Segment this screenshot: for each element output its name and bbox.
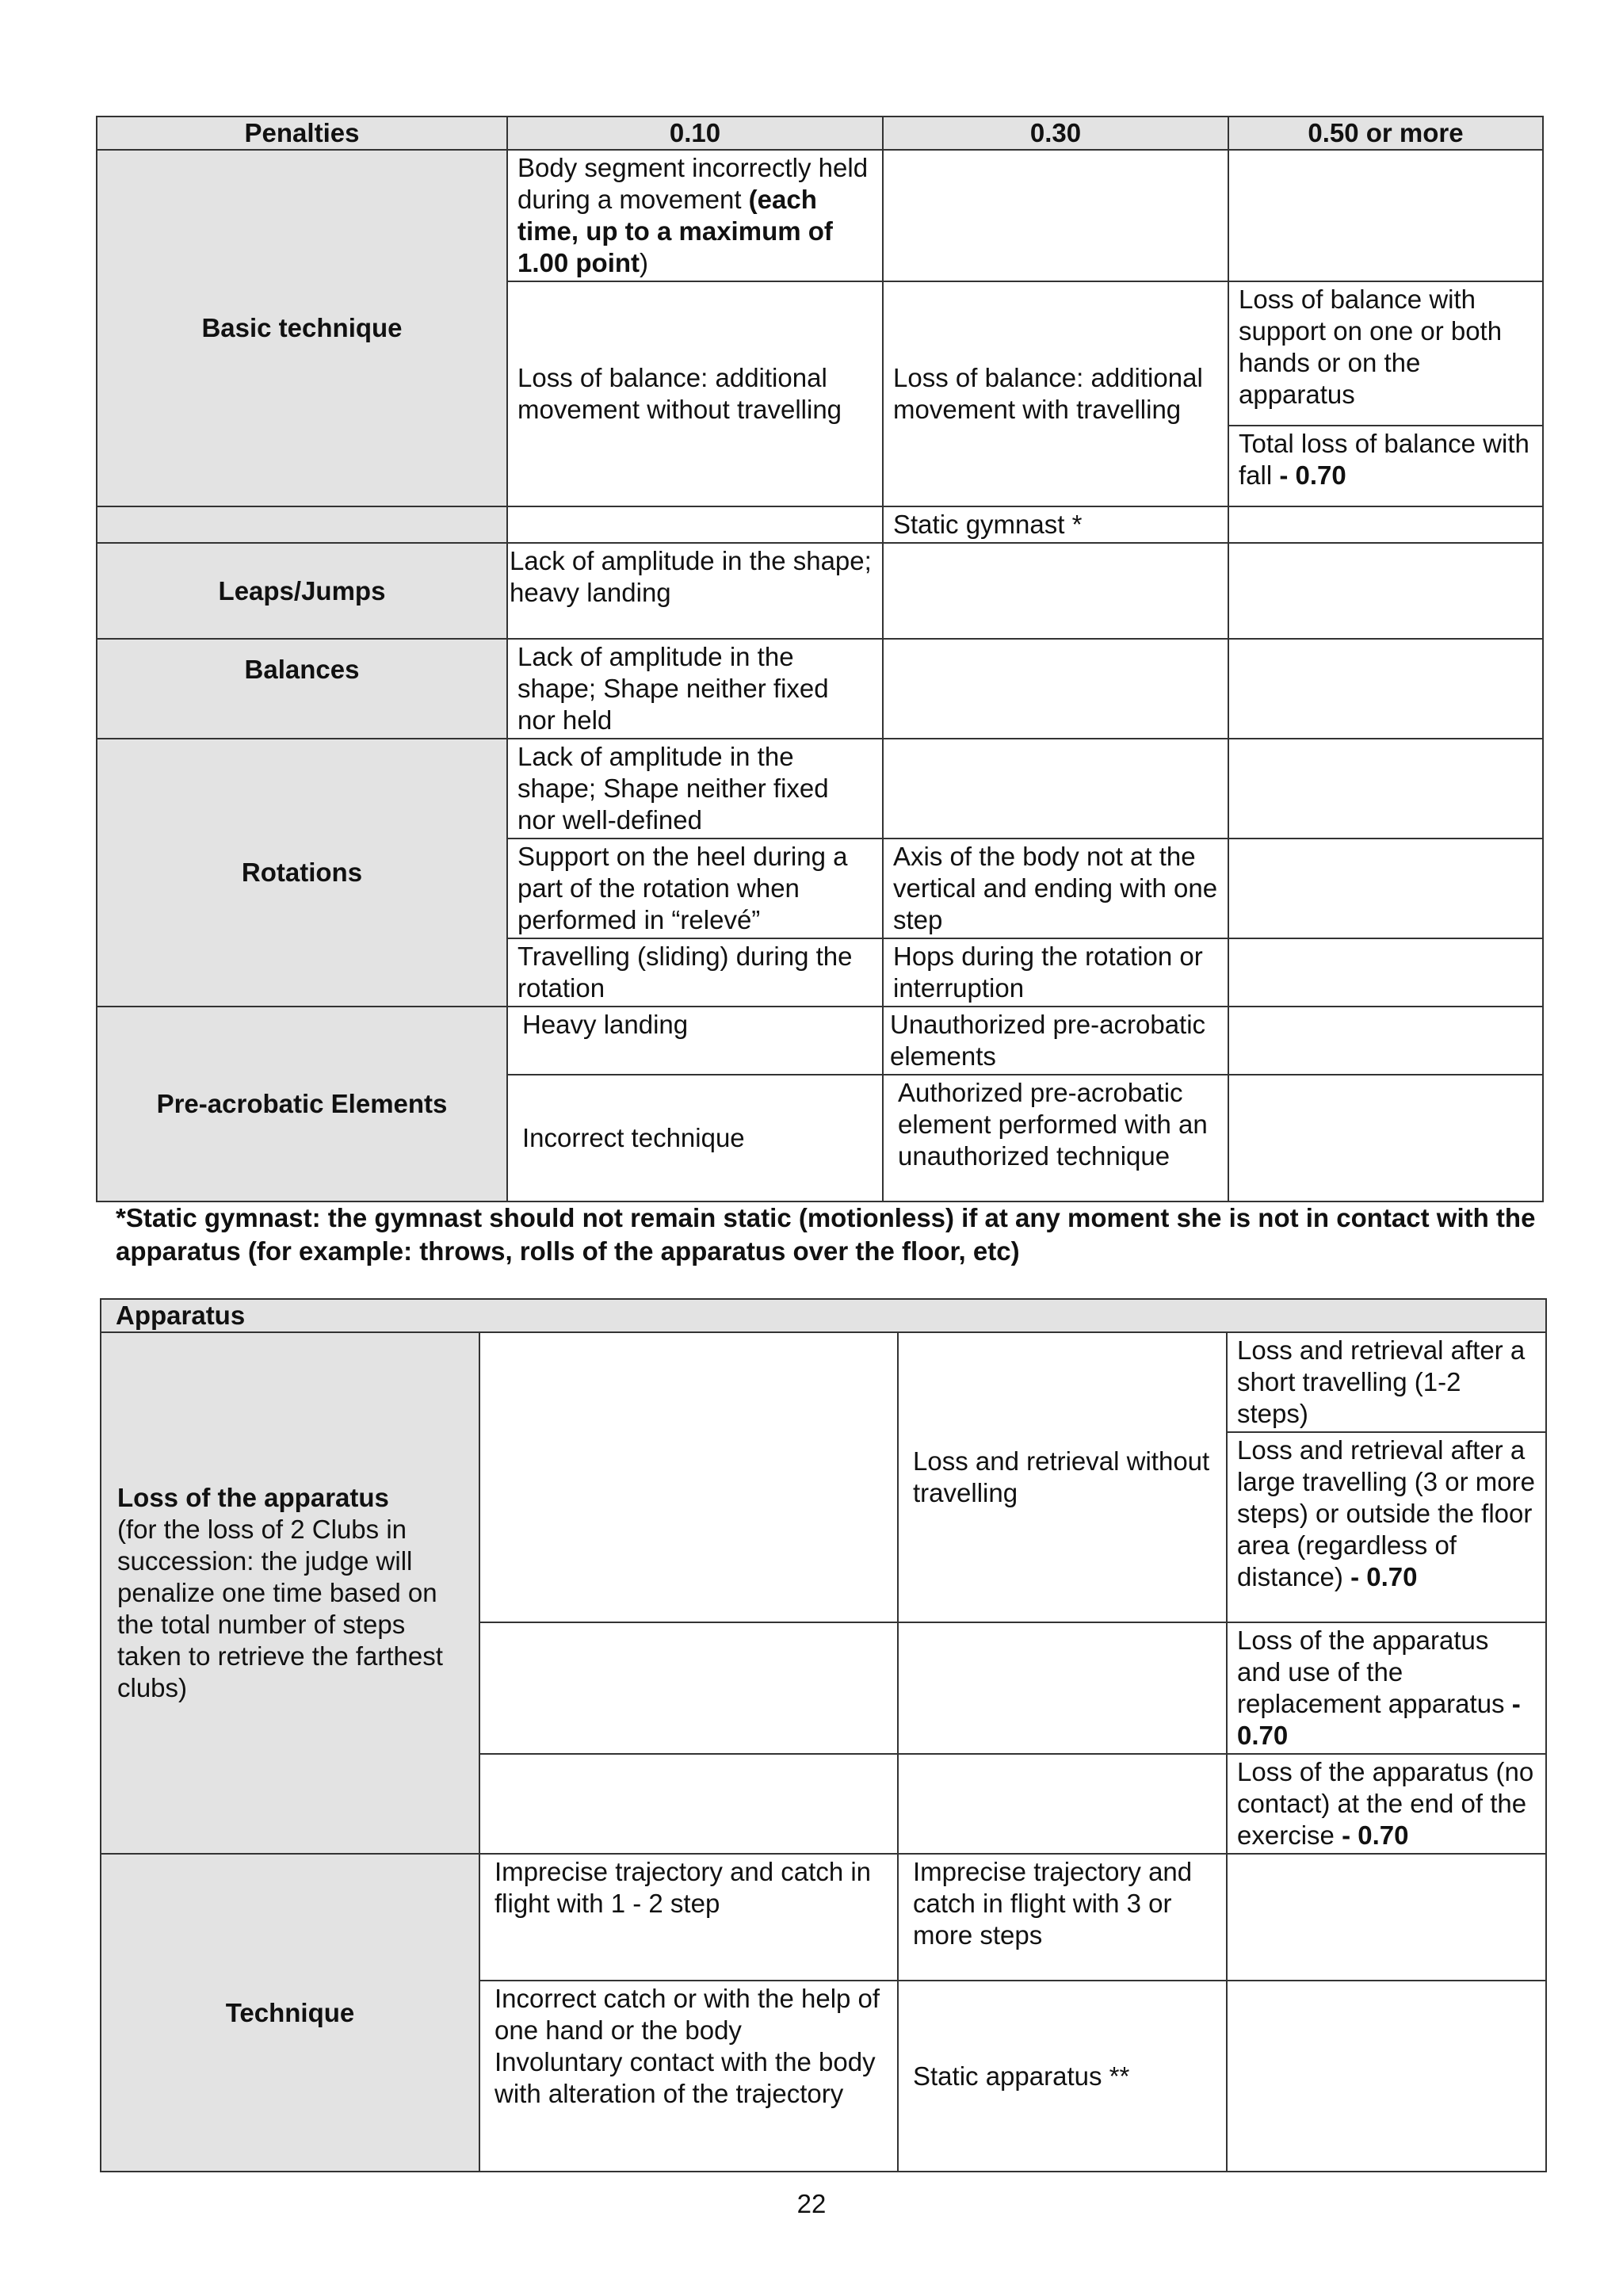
cell-rotations-r1-010: Lack of amplitude in the shape; Shape neither fixed nor well-defined	[507, 739, 883, 839]
table-row	[97, 1007, 1543, 1075]
table-row	[97, 506, 1543, 543]
cell-rotations-r3-030: Hops during the rotation or interruption	[883, 938, 1228, 1007]
cell-loss-replacement: Loss of the apparatus and use of the replacement apparatus - 0.70	[1227, 1622, 1546, 1754]
cell-loss-short-travel: Loss and retrieval after a short travelling (1-2 steps)	[1227, 1332, 1546, 1432]
cell-balances-010: Lack of amplitude in the shape; Shape neither fixed nor held	[507, 639, 883, 739]
cell-empty	[883, 739, 1228, 839]
cell-static-apparatus: Static apparatus **	[898, 1981, 1227, 2172]
cell-static-gymnast: Static gymnast *	[883, 506, 1228, 543]
penalties-table	[96, 116, 1544, 1202]
cell-empty	[1228, 150, 1543, 281]
cell-empty	[1228, 1075, 1543, 1201]
cell-loss-balance-support: Loss of balance with support on one or both hands or on the apparatus	[1228, 281, 1543, 426]
table-row	[97, 639, 1543, 739]
cell-empty	[1228, 639, 1543, 739]
category-technique: Technique	[101, 1854, 479, 2172]
loss-apparatus-title: Loss of the apparatus	[117, 1483, 389, 1512]
table-row	[101, 1332, 1546, 1432]
cell-loss-balance-travel: Loss of balance: additional movement with travelling	[883, 281, 1228, 506]
apparatus-header: Apparatus	[101, 1299, 1546, 1332]
header-050: 0.50 or more	[1228, 117, 1543, 150]
cell-empty	[1228, 739, 1543, 839]
cell-empty	[1227, 1981, 1546, 2172]
cell-empty	[898, 1622, 1227, 1754]
cell-tech-r1-010: Imprecise trajectory and catch in flight with 1 - 2 step	[479, 1854, 898, 1981]
cell-preacro-r2-030: Authorized pre-acrobatic element performed with an unauthorized technique	[883, 1075, 1228, 1201]
cell-rotations-r2-030: Axis of the body not at the vertical and ending with one step	[883, 839, 1228, 938]
table-row	[97, 543, 1543, 639]
apparatus-table	[100, 1298, 1547, 2172]
cell-empty	[479, 1332, 898, 1622]
cell-empty	[898, 1754, 1227, 1854]
cell-leaps-010: Lack of amplitude in the shape; heavy landing	[507, 543, 883, 639]
table-header-row	[97, 117, 1543, 150]
cell-empty	[479, 1622, 898, 1754]
page-number: 22	[796, 2189, 827, 2218]
cell-empty	[1228, 938, 1543, 1007]
cell-total-loss-balance: Total loss of balance with fall - 0.70	[1228, 426, 1543, 506]
cell-empty	[1227, 1854, 1546, 1981]
cell-empty	[1228, 839, 1543, 938]
cell-tech-r2-010: Incorrect catch or with the help of one hand or the body Involuntary contact with the body with alteration of the trajectory	[479, 1981, 898, 2172]
header-030: 0.30	[883, 117, 1228, 150]
header-penalties: Penalties	[97, 117, 507, 150]
cell-basic-continue	[97, 506, 507, 543]
cell-empty	[883, 150, 1228, 281]
category-rotations: Rotations	[97, 739, 507, 1007]
cell-preacro-r2-010: Incorrect technique	[507, 1075, 883, 1201]
cell-preacro-r1-030: Unauthorized pre-acrobatic elements	[883, 1007, 1228, 1075]
category-leaps-jumps: Leaps/Jumps	[97, 543, 507, 639]
cell-empty	[1228, 1007, 1543, 1075]
cell-body-segment: Body segment incorrectly held during a movement (each time, up to a maximum of 1.00 point)	[507, 150, 883, 281]
cell-tech-r1-030: Imprecise trajectory and catch in flight with 3 or more steps	[898, 1854, 1227, 1981]
table-row	[97, 739, 1543, 839]
table-header-row	[101, 1299, 1546, 1332]
category-pre-acrobatic: Pre-acrobatic Elements	[97, 1007, 507, 1201]
cell-loss-balance-no-travel: Loss of balance: additional movement without travelling	[507, 281, 883, 506]
category-loss-apparatus	[101, 1332, 479, 1854]
table-row	[101, 1854, 1546, 1981]
cell-empty	[1228, 543, 1543, 639]
cell-loss-large-travel: Loss and retrieval after a large travelling (3 or more steps) or outside the floor area (regardless of distance) - 0.70	[1227, 1432, 1546, 1622]
static-gymnast-note: *Static gymnast: the gymnast should not remain static (motionless) if at any moment she is not in contact with the apparatus (for example: throws, rolls of the apparatus over the floor, etc)	[116, 1203, 1536, 1266]
table-row	[97, 150, 1543, 281]
cell-empty	[883, 639, 1228, 739]
cell-empty	[883, 543, 1228, 639]
cell-preacro-r1-010: Heavy landing	[507, 1007, 883, 1075]
loss-apparatus-description: (for the loss of 2 Clubs in succession: the judge will penalize one time based on the total number of steps taken to retrieve the farthest clubs)	[117, 1515, 443, 1702]
cell-empty	[507, 506, 883, 543]
cell-empty	[479, 1754, 898, 1854]
category-balances: Balances	[97, 639, 507, 739]
cell-empty	[1228, 506, 1543, 543]
cell-loss-end-exercise: Loss of the apparatus (no contact) at the end of the exercise - 0.70	[1227, 1754, 1546, 1854]
category-basic-technique: Basic technique	[97, 150, 507, 506]
cell-rotations-r3-010: Travelling (sliding) during the rotation	[507, 938, 883, 1007]
cell-rotations-r2-010: Support on the heel during a part of the rotation when performed in “relevé”	[507, 839, 883, 938]
cell-loss-no-travel: Loss and retrieval without travelling	[898, 1332, 1227, 1622]
header-010: 0.10	[507, 117, 883, 150]
